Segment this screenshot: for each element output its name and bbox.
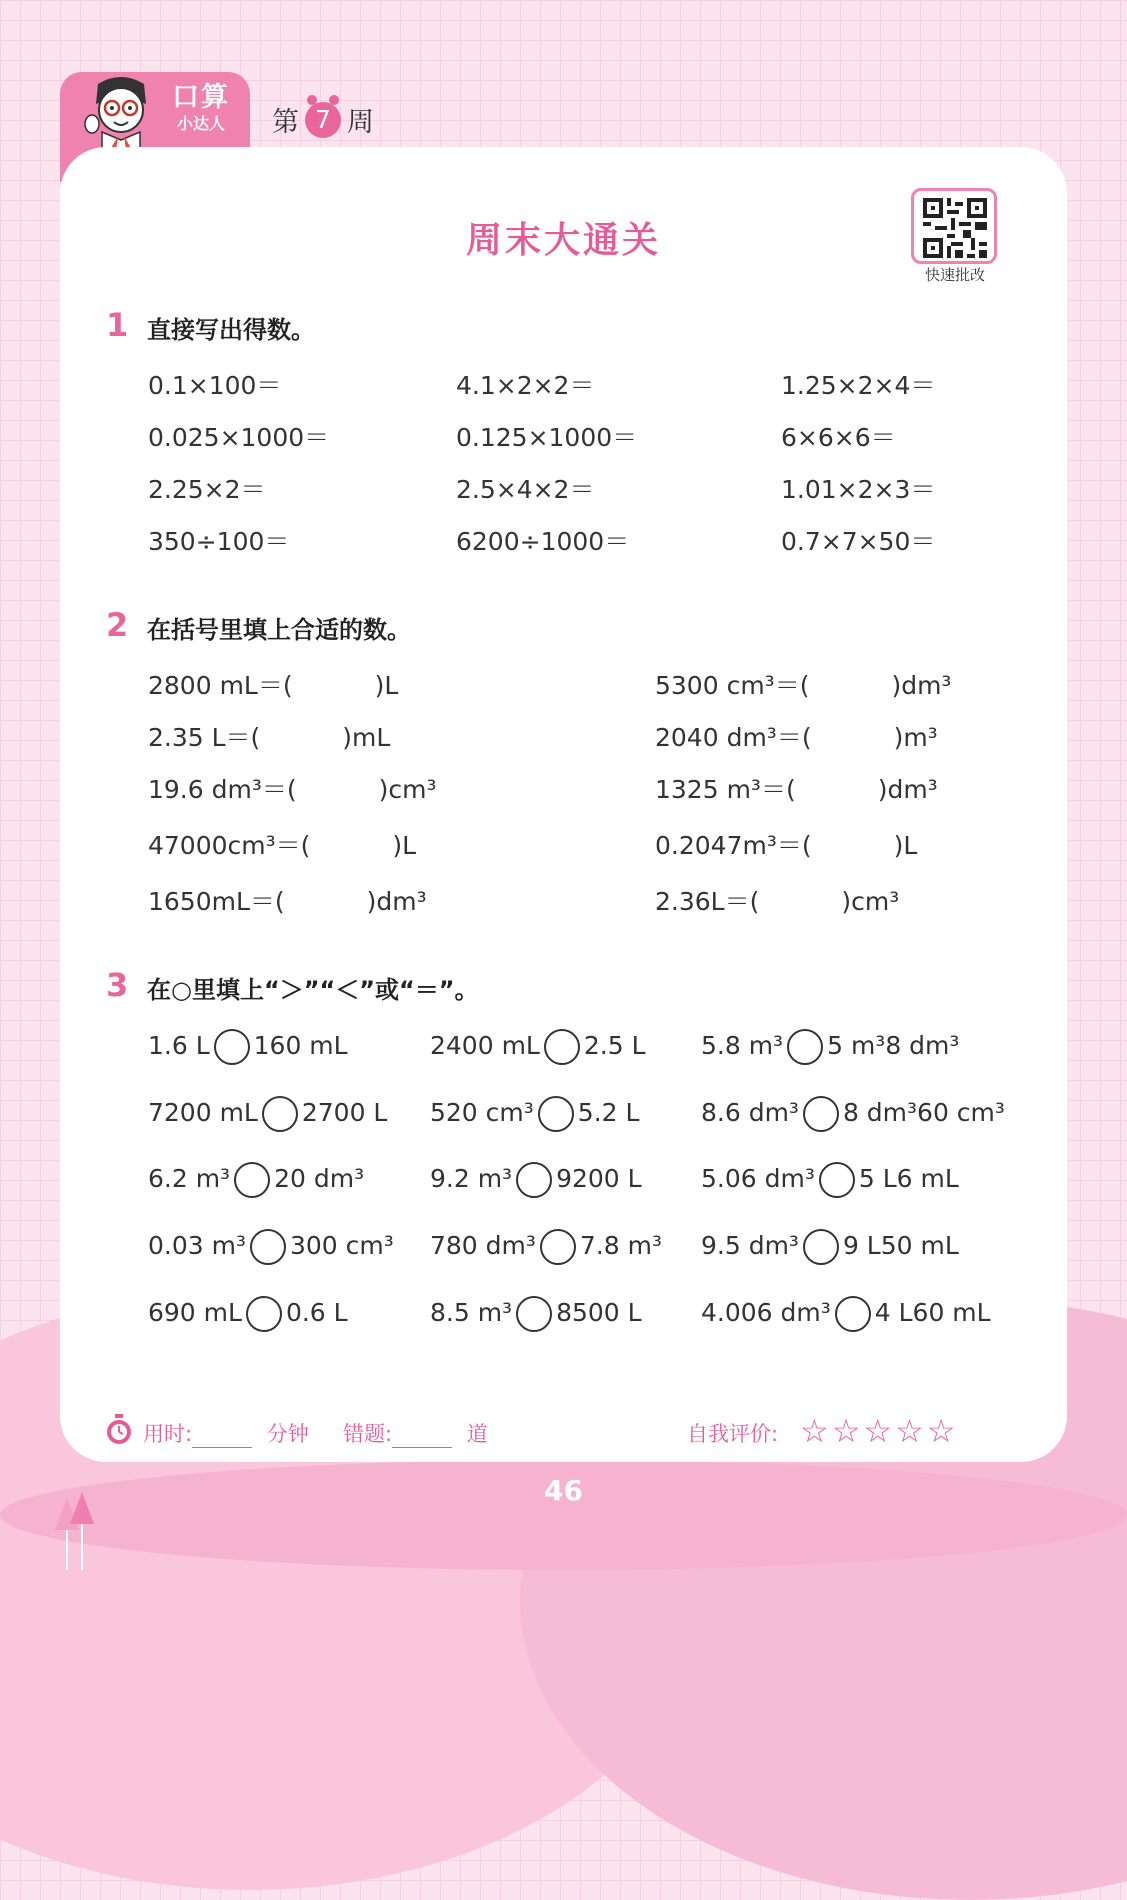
compare-left: 520 cm³ [430, 1098, 534, 1127]
time-unit: 分钟 [266, 1422, 309, 1446]
compare-left: 690 mL [148, 1298, 242, 1327]
brand-line2: 小达人 [176, 114, 225, 133]
problem-right: )L [392, 831, 417, 860]
problem-right: )cm³ [378, 775, 437, 804]
section3-number: 3 [106, 966, 129, 1004]
compare-left: 1.6 L [148, 1031, 210, 1060]
compare-problem [701, 1229, 959, 1265]
qr-label: 快速批改 [924, 266, 985, 284]
compare-problem [701, 1096, 1005, 1132]
compare-circle[interactable] [516, 1162, 552, 1198]
compare-circle[interactable] [787, 1029, 823, 1065]
compare-right: 2.5 L [583, 1031, 646, 1060]
rating-label: 自我评价: [687, 1422, 779, 1446]
problem-left: 19.6 dm³＝( [148, 775, 297, 804]
problem-left: 1325 m³＝( [655, 775, 796, 804]
compare-left: 780 dm³ [430, 1231, 536, 1260]
errors-label: 错题: [343, 1422, 393, 1446]
fill-blank-problem [148, 826, 416, 862]
compare-right: 9 L50 mL [842, 1231, 959, 1260]
compare-right: 20 dm³ [274, 1164, 365, 1193]
compare-left: 7200 mL [148, 1098, 258, 1127]
time-blank[interactable] [192, 1427, 252, 1448]
calc-problem: 0.1×100＝ [148, 371, 282, 400]
section2-title: 在括号里填上合适的数。 [147, 616, 411, 644]
compare-right: 0.6 L [285, 1298, 348, 1327]
compare-right: 5 L6 mL [858, 1164, 959, 1193]
problem-right: )m³ [893, 723, 938, 752]
section3-title: 在○里填上“＞”“＜”或“＝”。 [147, 976, 479, 1004]
section2-number: 2 [106, 606, 129, 644]
calc-problem: 1.25×2×4＝ [781, 371, 936, 400]
compare-right: 4 L60 mL [874, 1298, 991, 1327]
problem-right: )mL [342, 723, 391, 752]
compare-left: 8.5 m³ [430, 1298, 513, 1327]
compare-circle[interactable] [803, 1096, 839, 1132]
problem-right: )dm³ [877, 775, 938, 804]
problem-right: )dm³ [891, 671, 952, 700]
week-number-badge: 7 [305, 102, 341, 138]
errors-field [343, 1418, 488, 1448]
compare-circle[interactable] [246, 1296, 282, 1332]
tree-icon [50, 1490, 100, 1570]
calc-problem: 2.5×4×2＝ [456, 475, 595, 504]
compare-right: 2700 L [301, 1098, 388, 1127]
week-suffix: 周 [347, 107, 374, 138]
problem-left: 47000cm³＝( [148, 831, 311, 860]
brand-logo [170, 82, 232, 134]
compare-left: 2400 mL [430, 1031, 540, 1060]
compare-circle[interactable] [214, 1029, 250, 1065]
week-prefix: 第 [272, 107, 299, 138]
compare-right: 7.8 m³ [579, 1231, 663, 1260]
compare-problem [148, 1096, 387, 1132]
problem-left: 2800 mL＝( [148, 671, 293, 700]
page-title: 周末大通关 [465, 220, 661, 261]
time-field [143, 1418, 309, 1448]
fill-blank-problem [655, 666, 951, 702]
compare-circle[interactable] [540, 1229, 576, 1265]
compare-circle[interactable] [516, 1296, 552, 1332]
problem-left: 2.36L＝( [655, 887, 760, 916]
compare-left: 0.03 m³ [148, 1231, 246, 1260]
compare-problem [701, 1296, 991, 1332]
compare-right: 8 dm³60 cm³ [842, 1098, 1005, 1127]
stopwatch-icon [105, 1414, 133, 1446]
problem-left: 2040 dm³＝( [655, 723, 812, 752]
fill-blank-problem [655, 882, 899, 918]
fill-blank-problem [148, 882, 427, 918]
compare-problem [430, 1096, 639, 1132]
problem-left: 0.2047m³＝( [655, 831, 812, 860]
brand-line1: 口算 [172, 82, 230, 113]
compare-problem [701, 1029, 959, 1065]
compare-right: 300 cm³ [290, 1231, 394, 1260]
problem-left: 1650mL＝( [148, 887, 285, 916]
calc-problem: 0.025×1000＝ [148, 423, 330, 452]
fill-blank-problem [655, 718, 938, 754]
fill-blank-problem [655, 826, 917, 862]
calc-problem: 0.125×1000＝ [456, 423, 638, 452]
fill-blank-problem [148, 666, 398, 702]
calc-problem: 6200÷1000＝ [456, 527, 630, 556]
compare-left: 5.06 dm³ [701, 1164, 815, 1193]
compare-circle[interactable] [538, 1096, 574, 1132]
calc-problem: 0.7×7×50＝ [781, 527, 936, 556]
compare-right: 5.2 L [577, 1098, 640, 1127]
problem-right: )L [374, 671, 399, 700]
week-label [272, 100, 374, 139]
compare-problem [148, 1029, 348, 1065]
qr-code-icon [923, 198, 987, 258]
compare-right: 9200 L [556, 1164, 642, 1193]
errors-blank[interactable] [392, 1427, 452, 1448]
compare-left: 4.006 dm³ [701, 1298, 831, 1327]
problem-left: 2.35 L＝( [148, 723, 261, 752]
problem-right: )cm³ [841, 887, 900, 916]
compare-left: 9.5 dm³ [701, 1231, 799, 1260]
compare-right: 160 mL [253, 1031, 348, 1060]
compare-circle[interactable] [250, 1229, 286, 1265]
problem-left: 5300 cm³＝( [655, 671, 810, 700]
time-label: 用时: [143, 1422, 193, 1446]
errors-unit: 道 [466, 1422, 488, 1446]
fill-blank-problem [148, 718, 390, 754]
calc-problem: 1.01×2×3＝ [781, 475, 936, 504]
calc-problem: 350÷100＝ [148, 527, 290, 556]
rating-stars[interactable]: ☆☆☆☆☆ [800, 1412, 959, 1450]
compare-problem [430, 1029, 646, 1065]
compare-problem [148, 1229, 394, 1265]
compare-left: 8.6 dm³ [701, 1098, 799, 1127]
compare-problem [701, 1162, 959, 1198]
qr-code[interactable] [911, 188, 997, 264]
calc-problem: 2.25×2＝ [148, 475, 266, 504]
compare-problem [430, 1296, 642, 1332]
fill-blank-problem [148, 770, 436, 806]
compare-left: 5.8 m³ [701, 1031, 784, 1060]
compare-problem [430, 1229, 662, 1265]
calc-problem: 4.1×2×2＝ [456, 371, 595, 400]
section1-title: 直接写出得数。 [147, 316, 315, 344]
compare-left: 6.2 m³ [148, 1164, 231, 1193]
fill-blank-problem [655, 770, 938, 806]
compare-circle[interactable] [262, 1096, 298, 1132]
compare-problem [148, 1296, 348, 1332]
section1-number: 1 [106, 306, 129, 344]
compare-left: 9.2 m³ [430, 1164, 513, 1193]
compare-circle[interactable] [234, 1162, 270, 1198]
page-number: 46 [544, 1474, 583, 1507]
problem-right: )dm³ [366, 887, 427, 916]
problem-right: )L [893, 831, 918, 860]
compare-right: 5 m³8 dm³ [827, 1031, 960, 1060]
mascot-boy-icon [80, 74, 162, 150]
compare-problem [148, 1162, 364, 1198]
compare-circle[interactable] [835, 1296, 871, 1332]
compare-circle[interactable] [819, 1162, 855, 1198]
compare-circle[interactable] [544, 1029, 580, 1065]
compare-right: 8500 L [556, 1298, 642, 1327]
compare-problem [430, 1162, 642, 1198]
compare-circle[interactable] [803, 1229, 839, 1265]
calc-problem: 6×6×6＝ [781, 423, 896, 452]
